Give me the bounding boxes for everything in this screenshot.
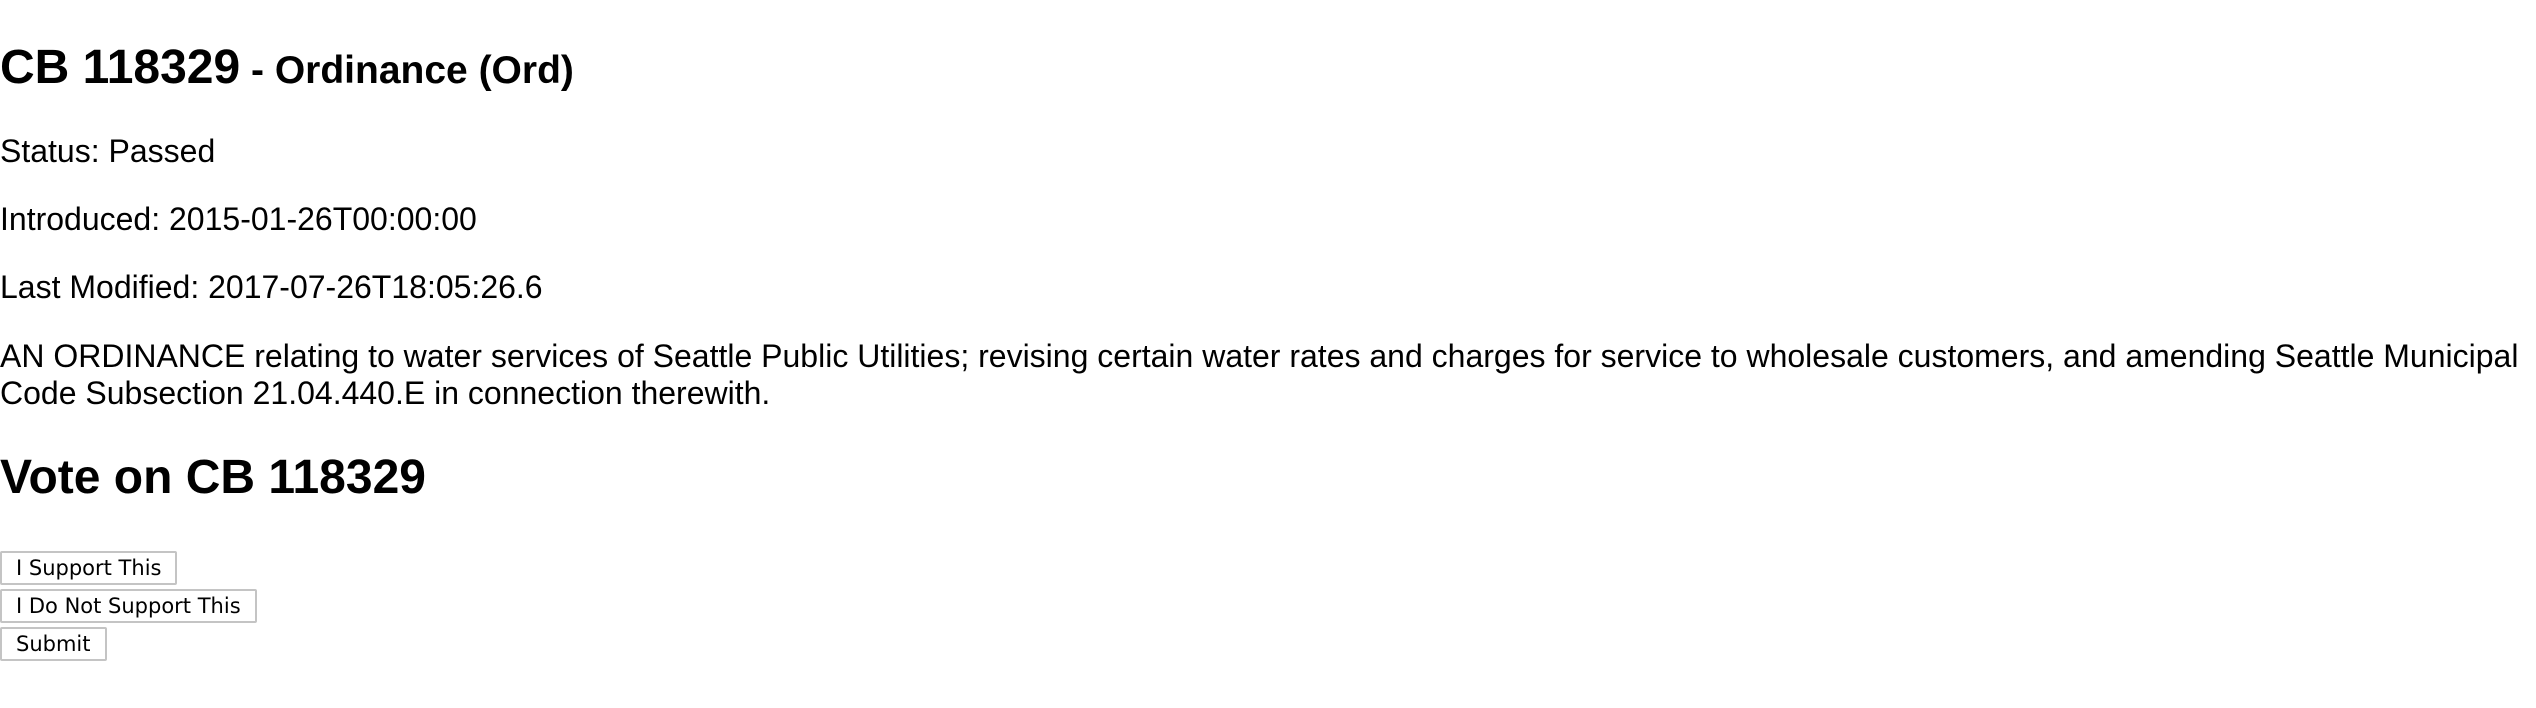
last-modified-text: Last Modified: 2017-07-26T18:05:26.6 <box>0 269 543 305</box>
introduced-text: Introduced: 2015-01-26T00:00:00 <box>0 201 477 237</box>
bill-type: - Ordinance (Ord) <box>240 49 574 92</box>
bill-number: CB 118329 <box>0 41 241 94</box>
status-text: Status: Passed <box>0 133 216 169</box>
oppose-button[interactable]: I Do Not Support This <box>0 589 257 623</box>
page-title <box>0 40 574 99</box>
vote-heading: Vote on CB 118329 <box>0 451 426 504</box>
submit-button[interactable]: Submit <box>0 627 107 661</box>
bill-description: AN ORDINANCE relating to water services of Seattle Public Utilities; revising certain water rates and charges for service to wholesale customers, and amending Seattle Municipal Code Subsection 21.04.440.E in connection therewith. <box>0 338 2519 411</box>
support-button[interactable]: I Support This <box>0 551 177 585</box>
